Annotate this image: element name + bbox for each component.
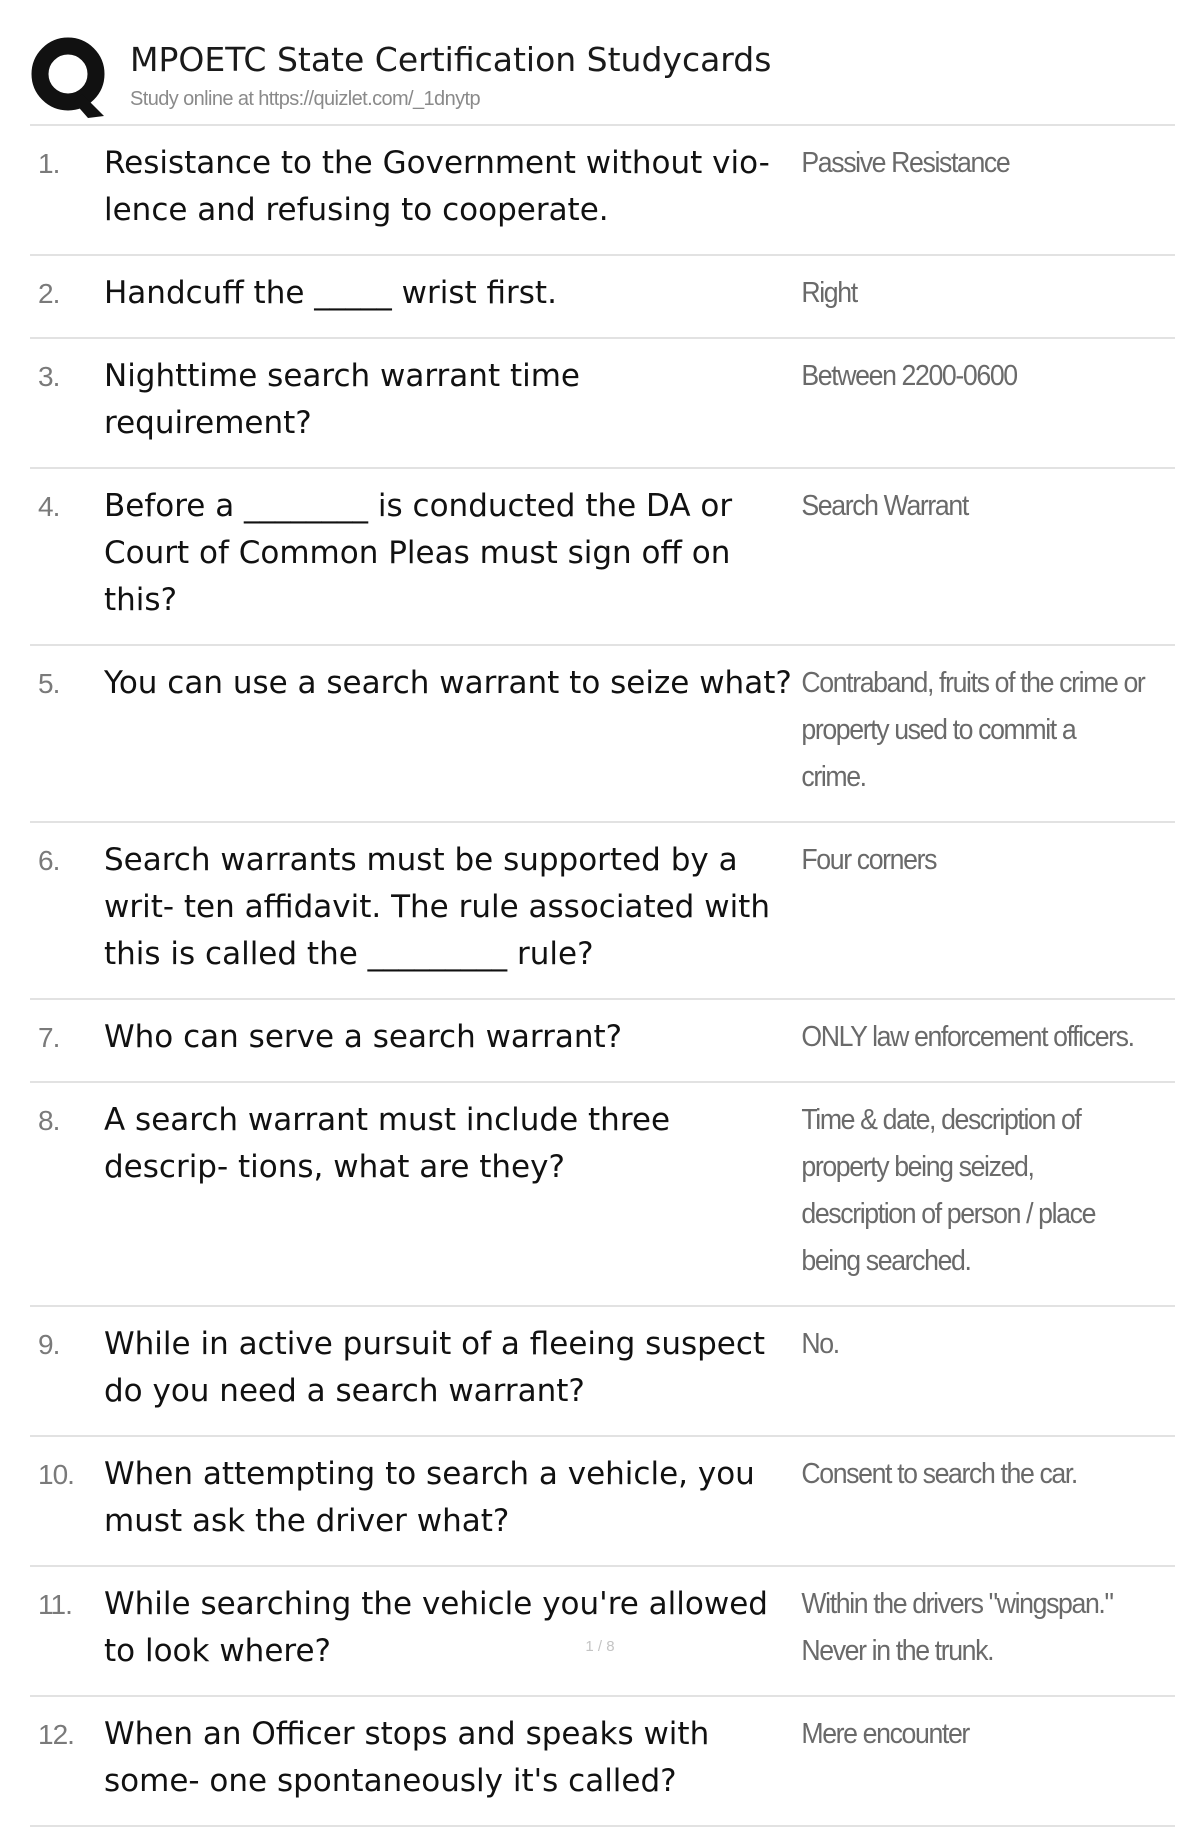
card-number: 5. [38,668,60,699]
page-title: MPOETC State Certification Studycards [130,40,772,79]
card-number: 4. [38,491,60,522]
studycard-list [30,124,1175,1827]
card-definition: Passive Resistance [801,147,1010,179]
card-number: 12. [38,1719,74,1750]
card-definition: Contraband, fruits of the crime or property used to commit a crime. [801,667,1145,793]
card-definition: Four corners [801,844,937,876]
card-term: While searching the vehicle you're allowed to look where? [104,1586,768,1669]
studycard-row [30,1083,1175,1307]
studycard-row [30,1567,1175,1697]
card-number: 2. [38,278,60,309]
studycard-row [30,1000,1175,1083]
card-term: While in active pursuit of a fleeing suspect do you need a search warrant? [104,1326,766,1409]
card-definition: Search Warrant [801,490,968,522]
card-term: Handcuff the _____ wrist first. [104,275,557,311]
studycard-row [30,1697,1175,1827]
card-term: A search warrant must include three descrip- tions, what are they? [104,1102,671,1185]
card-term: You can use a search warrant to seize what? [104,665,792,701]
quizlet-q-logo-icon [30,34,110,120]
card-number: 3. [38,361,60,392]
card-definition: Consent to search the car. [801,1458,1077,1490]
card-term: Who can serve a search warrant? [104,1019,623,1055]
card-term: Before a ________ is conducted the DA or Court of Common Pleas must sign off on this? [104,488,733,618]
card-term: Search warrants must be supported by a writ- ten affidavit. The rule associated with this is called the _________ rule? [104,842,770,972]
card-term: Nighttime search warrant time requirement? [104,358,580,441]
card-term: When an Officer stops and speaks with some- one spontaneously it's called? [104,1716,710,1799]
header [30,30,1170,120]
card-definition: Between 2200-0600 [801,360,1017,392]
card-definition: Right [801,277,857,309]
card-definition: Within the drivers "wingspan." Never in the trunk. [801,1588,1113,1667]
card-definition: No. [801,1328,839,1360]
studycard-row [30,1307,1175,1437]
studycard-row [30,646,1175,823]
card-number: 7. [38,1022,60,1053]
card-definition: Mere encounter [801,1718,969,1750]
studycard-row [30,256,1175,339]
card-number: 6. [38,845,60,876]
studycard-row [30,339,1175,469]
card-term: When attempting to search a vehicle, you must ask the driver what? [104,1456,755,1539]
card-number: 1. [38,148,60,179]
card-definition: Time & date, description of property being seized, description of person / place being searched. [801,1104,1096,1277]
studycard-row [30,469,1175,646]
card-definition: ONLY law enforcement officers. [801,1021,1134,1053]
studycard-row [30,823,1175,1000]
study-online-link[interactable]: Study online at https://quizlet.com/_1dnytp [130,88,480,110]
studycard-row [30,126,1175,256]
card-number: 9. [38,1329,60,1360]
studycard-row [30,1437,1175,1567]
page-indicator: 1 / 8 [585,1638,615,1655]
card-number: 10. [38,1459,74,1490]
card-number: 8. [38,1105,60,1136]
card-term: Resistance to the Government without vio- lence and refusing to cooperate. [104,145,770,228]
card-number: 11. [38,1589,72,1620]
